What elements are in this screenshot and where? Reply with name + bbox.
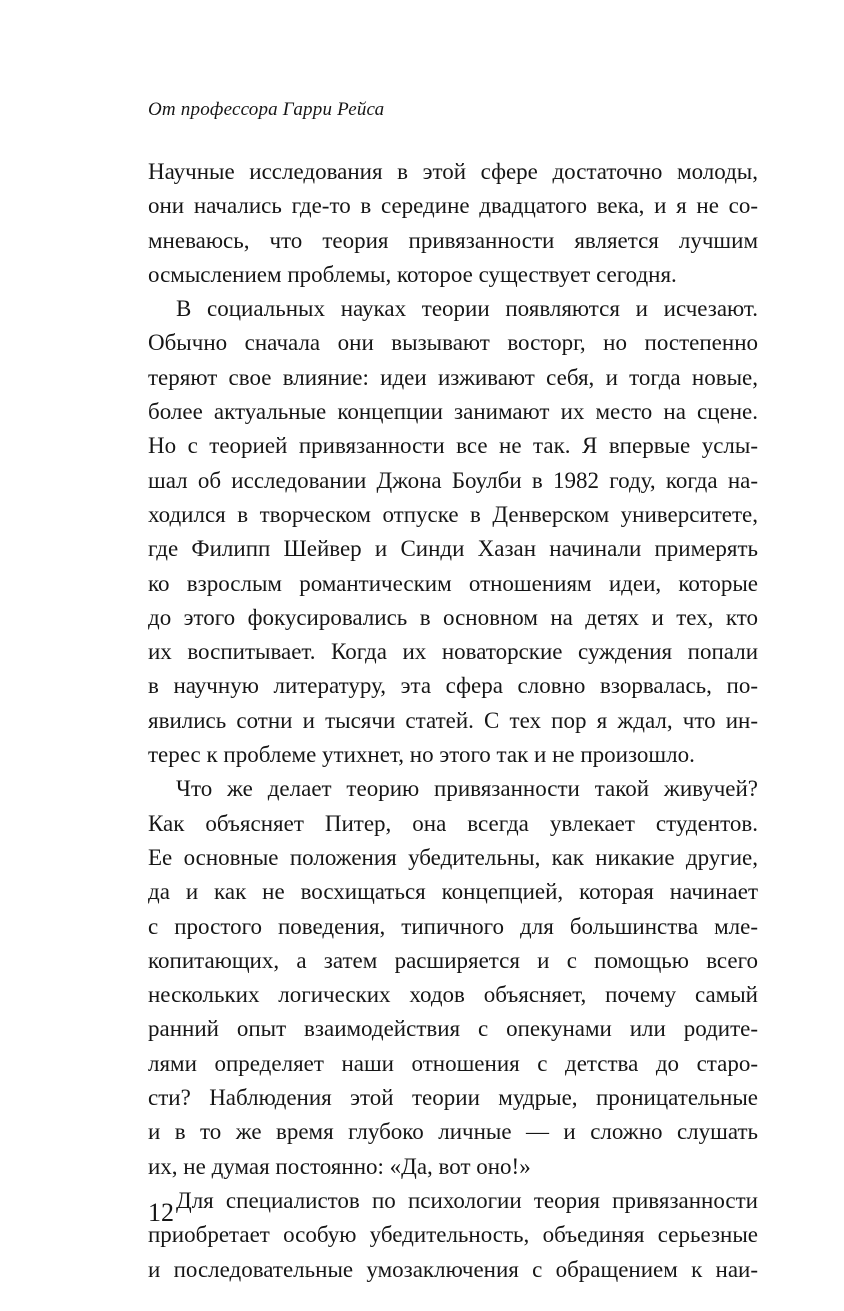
text-line: и последовательные умозаключения с обращением к наи- [148, 1256, 758, 1282]
text-line: осмыслением проблемы, которое существует сегодня. [148, 261, 677, 287]
text-line: они начались где-то в середине двадцатого века, и я не со- [148, 193, 758, 219]
text-line: где Филипп Шейвер и Синди Хазан начинали примерять [148, 536, 758, 562]
text-line: лями определяет наши отношения с детства до старо- [148, 1050, 758, 1076]
text-line: сти? Наблюдения этой теории мудрые, проницательные [148, 1085, 758, 1111]
text-line: нескольких логических ходов объясняет, почему самый [148, 982, 758, 1008]
text-line: ко взрослым романтическим отношениям идеи, которые [148, 570, 758, 596]
text-line: в научную литературу, эта сфера словно взорвалась, по- [148, 673, 758, 699]
text-line: ходился в творческом отпуске в Денверском университете, [148, 501, 758, 527]
text-line: до этого фокусировались в основном на детях и тех, кто [148, 604, 758, 630]
text-line: приобретает особую убедительность, объединяя серьезные [148, 1222, 758, 1248]
text-line: Что же делает теорию привязанности такой живучей? [176, 776, 758, 802]
text-line: Как объясняет Питер, она всегда увлекает студентов. [148, 810, 758, 836]
text-line: да и как не восхищаться концепцией, которая начинает [148, 879, 758, 905]
text-line: Обычно сначала они вызывают восторг, но постепенно [148, 330, 758, 356]
text-line: мневаюсь, что теория привязанности является лучшим [148, 227, 758, 253]
text-line: теряют свое влияние: идеи изживают себя, и тогда новые, [148, 364, 758, 390]
text-line: Научные исследования в этой сфере достаточно молоды, [148, 159, 758, 184]
text-line: и в то же время глубоко личные — и сложно слушать [148, 1119, 758, 1145]
text-line: копитающих, а затем расширяется и с помощью всего [148, 947, 758, 973]
text-line: В социальных науках теории появляются и исчезают. [176, 296, 758, 322]
text-line: ранний опыт взаимодействия с опекунами или родите- [148, 1016, 758, 1042]
body-text [148, 155, 758, 1287]
text-line: явились сотни и тысячи статей. С тех пор я ждал, что ин- [148, 707, 758, 733]
text-line: терес к проблеме утихнет, но этого так и не произошло. [148, 742, 695, 768]
text-line: шал об исследовании Джона Боулби в 1982 году, когда на- [148, 467, 758, 493]
running-head: От профессора Гарри Рейса [148, 99, 385, 120]
text-line: с простого поведения, типичного для большинства мле- [148, 913, 758, 939]
text-line: их, не думая постоянно: «Да, вот оно!» [148, 1153, 531, 1179]
text-line: более актуальные концепции занимают их место на сцене. [148, 399, 758, 425]
text-line: Но с теорией привязанности все не так. Я впервые услы- [148, 433, 758, 459]
text-line: Для специалистов по психологии теория привязанности [176, 1187, 758, 1213]
page-number: 12 [148, 1198, 174, 1227]
text-line: Ее основные положения убедительны, как никакие другие, [148, 844, 758, 870]
text-line: их воспитывает. Когда их новаторские суждения попали [148, 639, 758, 665]
